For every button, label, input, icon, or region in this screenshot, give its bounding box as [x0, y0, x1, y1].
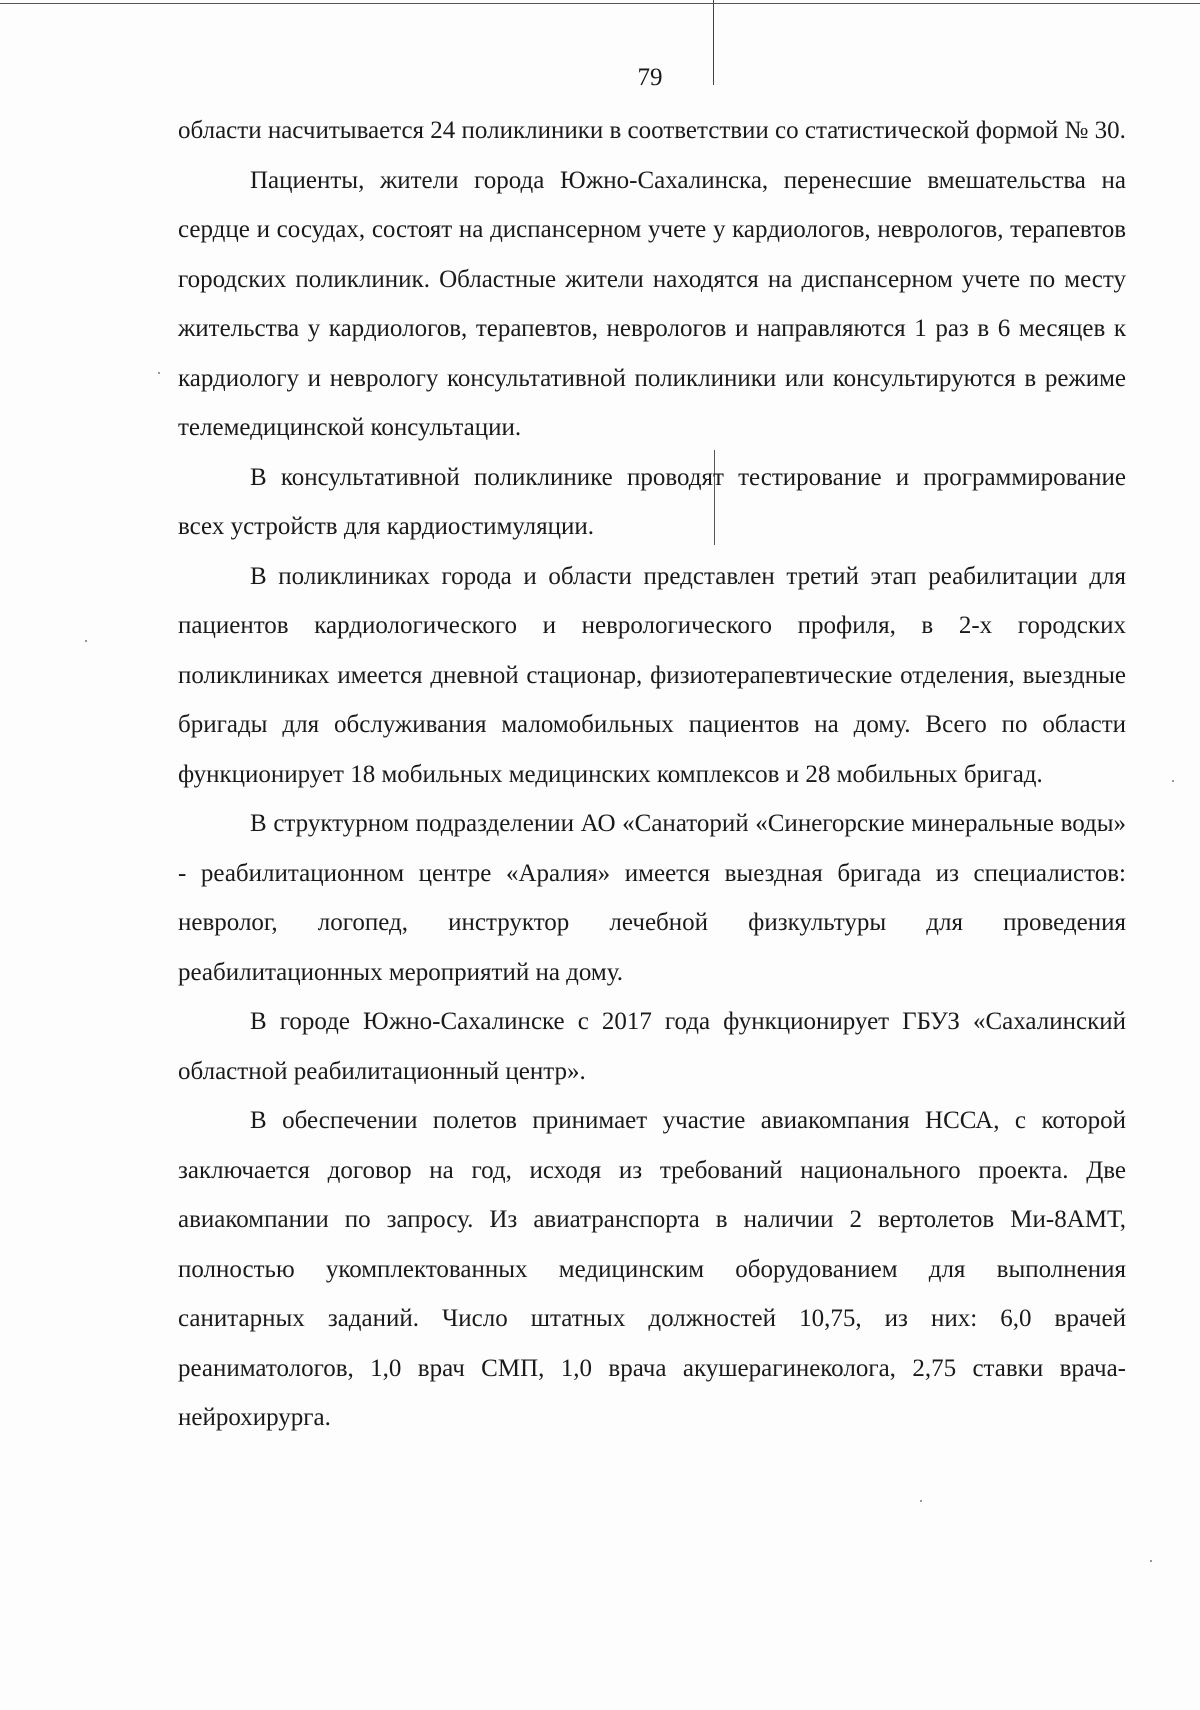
scan-speck: [920, 1500, 922, 1502]
paragraph: В структурном подразделении АО «Санаторий «Синегорские минеральные воды» - реабилитационном центре «Аралия» имеется выездная бригада из специалистов: невролог, логопед, инструктор лечебной физкультуры для проведения реабилитационных мероприятий на дому.: [178, 810, 1126, 986]
scan-speck: [158, 372, 160, 374]
scan-speck: [85, 640, 87, 642]
scan-speck: [1150, 1560, 1152, 1562]
paragraph: В поликлиниках города и области представлен третий этап реабилитации для пациентов кардиологического и неврологического профиля, в 2-х городских поликлиниках имеется дневной стационар, физиотерапевтические отделения, выездные бригады для обслуживания маломобильных пациентов на дому. Всего по области функционирует 18 мобильных медицинских комплексов и 28 мобильных бригад.: [178, 562, 1126, 788]
body-text: [178, 106, 1126, 1443]
paragraph: В консультативной поликлинике проводят тестирование и программирование всех устройств для кардиостимуляции.: [178, 463, 1126, 540]
paragraph: области насчитывается 24 поликлиники в соответствии со статистической формой № 30.: [178, 117, 1126, 144]
paragraph: В обеспечении полетов принимает участие авиакомпания НССА, с которой заключается договор на год, исходя из требований национального проекта. Две авиакомпании по запросу. Из авиатранспорта в наличии 2 вертолетов Ми-8АМТ, полностью укомплектованных медицинским оборудованием для выполнения санитарных заданий. Число штатных должностей 10,75, из них: 6,0 врачей реаниматологов, 1,0 врач СМП, 1,0 врача акушерагинеколога, 2,75 ставки врача-нейрохирурга.: [178, 1107, 1126, 1431]
scan-top-edge: [0, 3, 1200, 4]
paragraph: В городе Южно-Сахалинске с 2017 года функционирует ГБУЗ «Сахалинский областной реабилитационный центр».: [178, 1008, 1126, 1085]
page-number: 79: [637, 64, 663, 91]
paragraph: Пациенты, жители города Южно-Сахалинска, перенесшие вмешательства на сердце и сосудах, состоят на диспансерном учете у кардиологов, неврологов, терапевтов городских поликлиник. Областные жители находятся на диспансерном учете по месту жительства у кардиологов, терапевтов, неврологов и направляются 1 раз в 6 месяцев к кардиологу и неврологу консультативной поликлиники или консультируются в режиме телемедицинской консультации.: [178, 166, 1126, 441]
scan-speck: [1172, 780, 1174, 782]
